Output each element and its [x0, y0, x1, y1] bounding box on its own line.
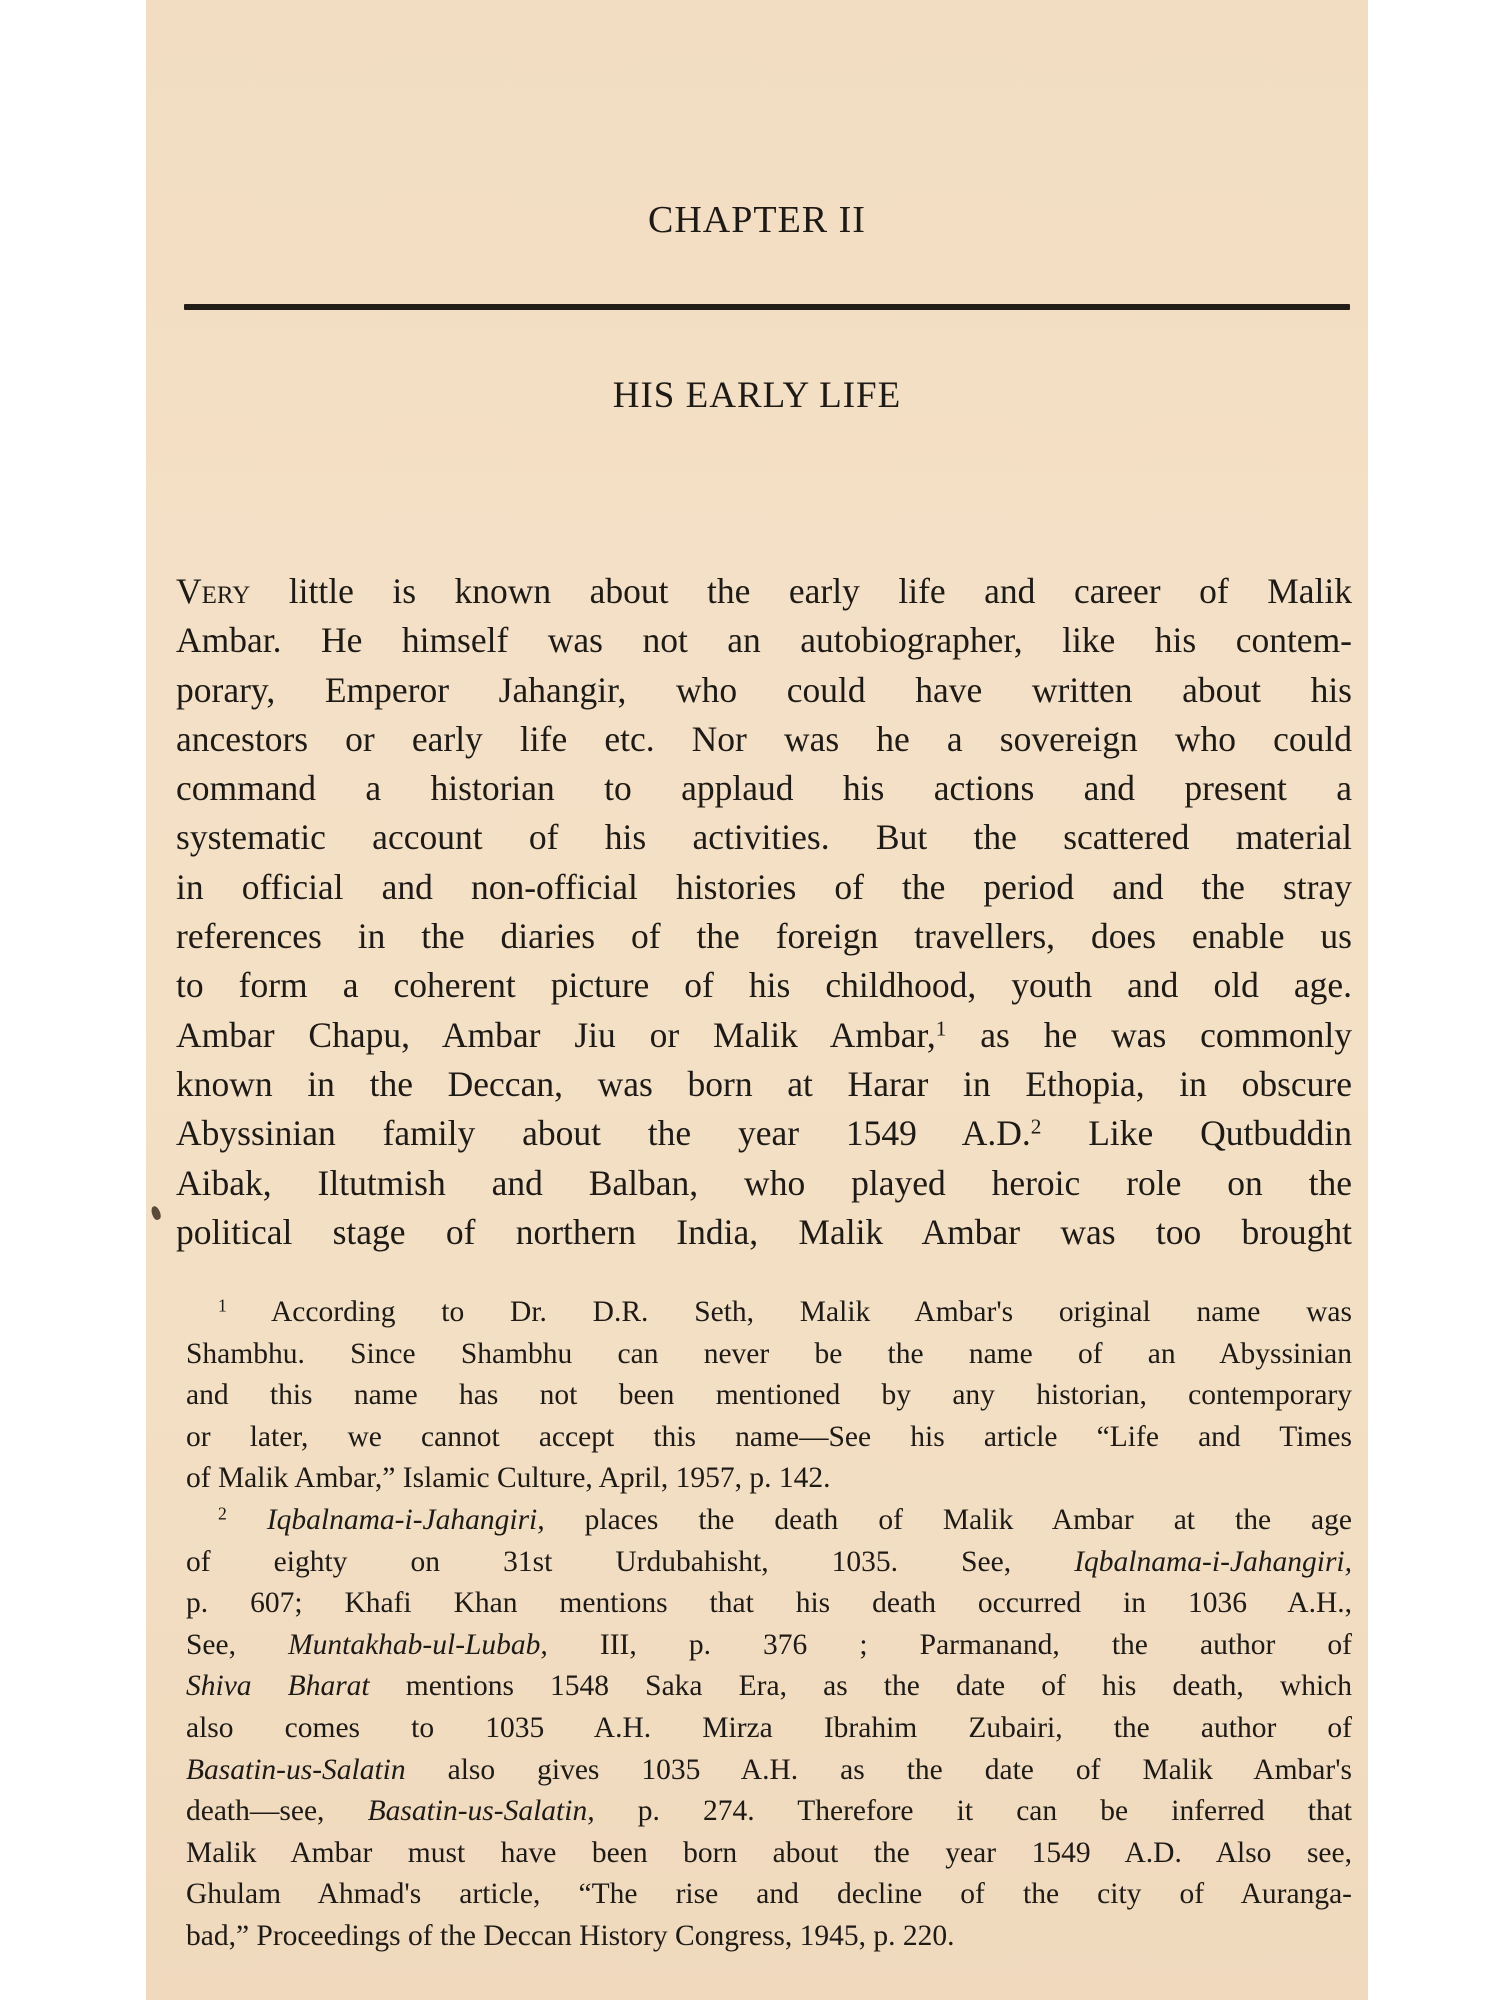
body-line: systematic account of his activities. But the scattered material — [176, 817, 1352, 858]
body-line: ancestors or early life etc. Nor was he a sovereign who could — [176, 718, 1352, 759]
footnote-1-line: of Malik Ambar,” Islamic Culture, April, 1957, p. 142. — [186, 1462, 831, 1495]
footnote-2-line: Ghulam Ahmad's article, “The rise and decline of the city of Auranga- — [186, 1878, 1352, 1911]
body-line: known in the Deccan, was born at Harar in Ethopia, in obscure — [176, 1063, 1352, 1104]
footnote-1-line: $^1$ According to Dr. D.R. Seth, Malik Ambar's original name was — [218, 1295, 1352, 1328]
footnote-2-line: $^2$ Iqbalnama-i-Jahangiri, places the death of Malik Ambar at the age — [218, 1503, 1352, 1536]
body-line: Ambar. He himself was not an autobiographer, like his contem- — [176, 620, 1352, 661]
footnote-2-line: See, Muntakhab-ul-Lubab, III, p. 376 ; Parmanand, the author of — [186, 1628, 1352, 1661]
chapter-label: CHAPTER II — [648, 199, 866, 241]
footnote-ref-2: 2 — [1030, 1114, 1042, 1139]
body-line: to form a coherent picture of his childhood, youth and old age. — [176, 965, 1352, 1006]
footnote-2-line: also comes to 1035 A.H. Mirza Ibrahim Zubairi, the author of — [186, 1711, 1352, 1744]
body-line: references in the diaries of the foreign travellers, does enable us — [176, 916, 1352, 957]
footnote-2-line: p. 607; Khafi Khan mentions that his death occurred in 1036 A.H., — [186, 1587, 1352, 1620]
body-line: political stage of northern India, Malik Ambar was too brought — [176, 1211, 1352, 1252]
body-line: command a historian to applaud his actions and present a — [176, 768, 1352, 809]
footnote-2-line: Malik Ambar must have been born about the year 1549 A.D. Also see, — [186, 1836, 1352, 1869]
footnotes — [186, 1292, 1352, 1958]
ink-mark — [150, 1205, 162, 1221]
footnote-1-line: Shambhu. Since Shambhu can never be the name of an Abyssinian — [186, 1337, 1352, 1370]
footnote-2-line: Shiva Bharat mentions 1548 Saka Era, as the date of his death, which — [186, 1670, 1352, 1703]
footnote-2-line: bad,” Proceedings of the Deccan History Congress, 1945, p. 220. — [186, 1919, 955, 1952]
body-line: Abyssinian family about the year 1549 A.D.$^2$ Like Qutbuddin — [176, 1113, 1352, 1154]
footnote-1-line: and this name has not been mentioned by any historian, contemporary — [186, 1379, 1352, 1412]
book-page — [146, 0, 1368, 2000]
footnote-2-line: death—see, Basatin-us-Salatin, p. 274. Therefore it can be inferred that — [186, 1795, 1352, 1828]
footnote-ref-1: 1 — [935, 1015, 947, 1040]
chapter-title: HIS EARLY LIFE — [612, 375, 902, 416]
body-line: Very little is known about the early life and career of Malik — [176, 571, 1352, 611]
footnote-2-line: of eighty on 31st Urdubahisht, 1035. See, Iqbalnama-i-Jahangiri, — [186, 1545, 1352, 1578]
opening-word: Very — [176, 571, 251, 611]
chapter-divider-rule — [184, 304, 1350, 310]
footnote-1-line: or later, we cannot accept this name—See his article “Life and Times — [186, 1420, 1352, 1453]
body-line: porary, Emperor Jahangir, who could have written about his — [176, 669, 1352, 710]
footnote-number-1: 1 — [218, 1295, 227, 1316]
body-line: Ambar Chapu, Ambar Jiu or Malik Ambar,$^1$ as he was commonly — [176, 1014, 1352, 1055]
body-paragraph — [176, 567, 1352, 1257]
body-line: in official and non-official histories of the period and the stray — [176, 866, 1352, 907]
body-line: Aibak, Iltutmish and Balban, who played heroic role on the — [176, 1162, 1352, 1203]
footnote-2-line: Basatin-us-Salatin also gives 1035 A.H. as the date of Malik Ambar's — [186, 1753, 1352, 1786]
footnote-number-2: 2 — [218, 1503, 227, 1524]
